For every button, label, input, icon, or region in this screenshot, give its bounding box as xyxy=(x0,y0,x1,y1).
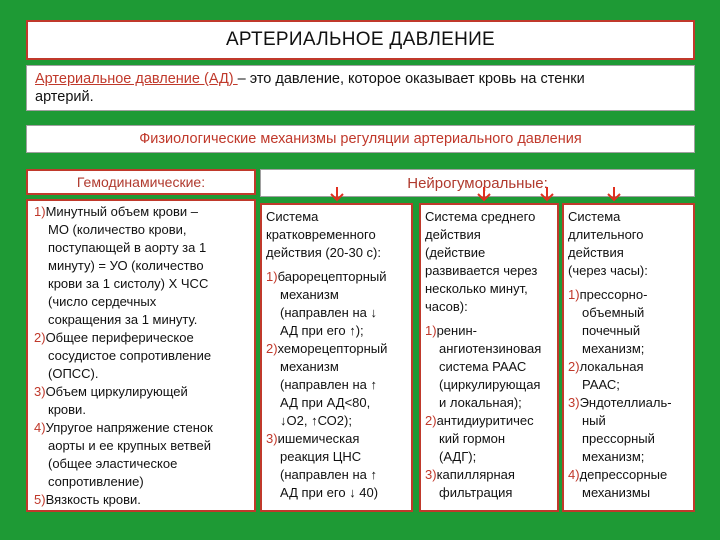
down-arrow-icon xyxy=(329,186,345,202)
long-term-system xyxy=(562,203,695,512)
list-item xyxy=(34,329,250,383)
regulation-text: Физиологические механизмы регуляции артериального давления xyxy=(139,131,582,147)
down-arrow-icon xyxy=(476,186,492,202)
item-text: хеморецепторный xyxy=(277,341,388,356)
neurohumoral-header-text: Нейрогуморальные: xyxy=(407,174,548,192)
intro-text: длительного xyxy=(568,227,644,242)
item-text: АД при его ↑); xyxy=(280,323,364,338)
item-text: ишемическая xyxy=(277,431,360,446)
item-number: 3) xyxy=(425,467,437,482)
list-item xyxy=(34,383,250,419)
item-text: ный xyxy=(582,413,606,428)
down-arrow-icon xyxy=(606,186,622,202)
item-text: МО (количество крови, xyxy=(48,222,187,237)
intro-text: развивается через xyxy=(425,263,538,278)
title-text: АРТЕРИАЛЬНОЕ ДАВЛЕНИЕ xyxy=(225,29,496,50)
medium-term-system xyxy=(419,203,559,512)
item-text: реакция ЦНС xyxy=(280,449,362,464)
item-number: 2) xyxy=(425,413,437,428)
definition-term: Артериальное давление (АД) xyxy=(35,71,238,87)
short-term-system xyxy=(260,203,413,512)
item-text: объемный xyxy=(582,305,645,320)
intro-text: (действие xyxy=(425,245,486,260)
item-text: сопротивление) xyxy=(48,474,144,489)
item-text: сокращения за 1 минуту. xyxy=(48,312,198,327)
item-number: 1) xyxy=(425,323,437,338)
system-intro xyxy=(425,208,553,316)
item-text: (направлен на ↑ xyxy=(280,377,377,392)
list-item xyxy=(34,419,250,491)
item-text: РААС; xyxy=(582,377,620,392)
list-item xyxy=(568,466,689,502)
system-intro xyxy=(266,208,407,262)
item-text: кий гормон xyxy=(439,431,506,446)
item-text: (общее эластическое xyxy=(48,456,178,471)
item-text: барорецепторный xyxy=(277,269,387,284)
regulation-header xyxy=(26,125,695,153)
definition-text-2: артерий. xyxy=(35,89,94,105)
intro-text: действия xyxy=(425,227,481,242)
intro-text: несколько минут, xyxy=(425,281,528,296)
item-number: 2) xyxy=(34,330,46,345)
item-text: механизм xyxy=(280,359,339,374)
down-arrow-icon xyxy=(539,186,555,202)
intro-text: (через часы): xyxy=(568,263,648,278)
item-text: прессорный xyxy=(582,431,655,446)
item-text: прессорно- xyxy=(579,287,648,302)
item-text: ренин- xyxy=(436,323,477,338)
item-text: механизм; xyxy=(582,341,645,356)
item-text: Минутный объем крови – xyxy=(45,204,198,219)
hemodynamic-header xyxy=(26,169,256,195)
list-item xyxy=(425,322,553,412)
item-number: 1) xyxy=(34,204,46,219)
intro-text: действия (20-30 с): xyxy=(266,245,381,260)
intro-text: часов): xyxy=(425,299,468,314)
list-item xyxy=(425,412,553,466)
item-number: 3) xyxy=(266,431,278,446)
item-number: 2) xyxy=(266,341,278,356)
intro-text: Система среднего xyxy=(425,209,536,224)
item-text: механизмы xyxy=(582,485,651,500)
item-text: Упругое напряжение стенок xyxy=(45,420,213,435)
intro-text: действия xyxy=(568,245,624,260)
item-text: ↓О2, ↑СО2); xyxy=(280,413,352,428)
item-text: механизм xyxy=(280,287,339,302)
item-text: (ОПСС). xyxy=(48,366,99,381)
item-text: почечный xyxy=(582,323,641,338)
item-text: капиллярная xyxy=(436,467,515,482)
item-text: Вязкость крови. xyxy=(45,492,141,507)
definition-text: – это давление, которое оказывает кровь на стенки xyxy=(237,71,585,87)
item-text: депрессорные xyxy=(579,467,668,482)
item-text: ангиотензиновая xyxy=(439,341,542,356)
definition-box xyxy=(26,65,695,111)
item-text: локальная xyxy=(579,359,644,374)
list-item xyxy=(568,358,689,394)
item-number: 1) xyxy=(266,269,278,284)
item-text: АД при АД<80, xyxy=(280,395,371,410)
item-text: Объем циркулирующей xyxy=(45,384,188,399)
item-number: 4) xyxy=(568,467,580,482)
item-text: (направлен на ↑ xyxy=(280,467,377,482)
item-text: (циркулирующая xyxy=(439,377,541,392)
item-text: сосудистое сопротивление xyxy=(48,348,212,363)
intro-text: кратковременного xyxy=(266,227,376,242)
list-item xyxy=(34,491,250,509)
item-text: фильтрация xyxy=(439,485,513,500)
item-text: (АДГ); xyxy=(439,449,477,464)
item-text: антидиуритичес xyxy=(436,413,534,428)
item-text: поступающей в аорту за 1 xyxy=(48,240,207,255)
item-text: (число сердечных xyxy=(48,294,157,309)
intro-text: Система xyxy=(568,209,621,224)
page-title xyxy=(26,20,695,60)
item-text: крови. xyxy=(48,402,86,417)
item-text: система РААС xyxy=(439,359,527,374)
intro-text: Система xyxy=(266,209,319,224)
item-number: 5) xyxy=(34,492,46,507)
item-number: 3) xyxy=(568,395,580,410)
item-text: Эндотеллиаль- xyxy=(579,395,672,410)
item-number: 3) xyxy=(34,384,46,399)
list-item xyxy=(266,340,407,430)
item-text: (направлен на ↓ xyxy=(280,305,377,320)
hemodynamic-list xyxy=(26,199,256,512)
system-intro xyxy=(568,208,689,280)
item-text: Общее периферическое xyxy=(45,330,194,345)
item-number: 1) xyxy=(568,287,580,302)
item-text: минуту) = УО (количество xyxy=(48,258,204,273)
item-text: крови за 1 систолу) Х ЧСС xyxy=(48,276,209,291)
item-text: АД при его ↓ 40) xyxy=(280,485,379,500)
list-item xyxy=(266,430,407,502)
list-item xyxy=(34,203,250,329)
item-text: и локальная); xyxy=(439,395,522,410)
item-text: аорты и ее крупных ветвей xyxy=(48,438,211,453)
item-number: 2) xyxy=(568,359,580,374)
list-item xyxy=(568,286,689,358)
list-item xyxy=(425,466,553,502)
list-item xyxy=(266,268,407,340)
item-number: 4) xyxy=(34,420,46,435)
item-text: механизм; xyxy=(582,449,645,464)
list-item xyxy=(568,394,689,466)
hemodynamic-header-text: Гемодинамические: xyxy=(76,174,206,190)
